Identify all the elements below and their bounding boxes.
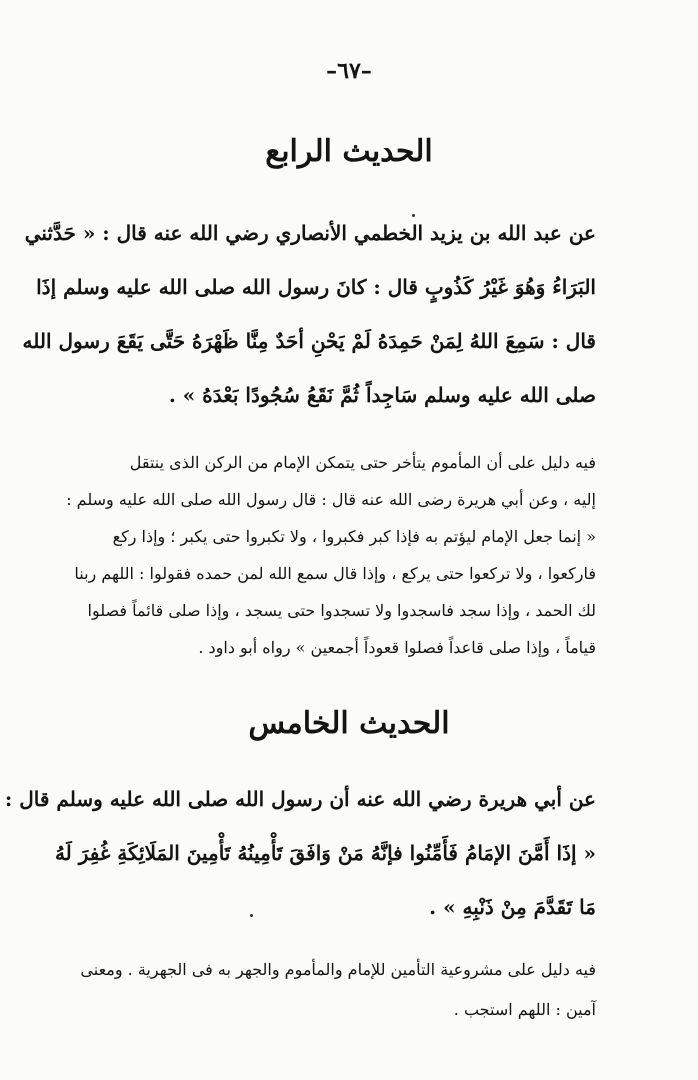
hadith-line: عن عبد الله بن يزيد الخطمي الأنصاري رضي الله عنه قال : « حَدَّثني	[24, 221, 596, 245]
section-5-commentary	[80, 950, 596, 1030]
hadith-line: « إذَا أَمَّنَ الإمَامُ فَأَمِّنُوا فإنَّهُ مَنْ وَافَقَ تَأْمِينُهُ تَأْمِينَ المَلَائِكَةِ غُفِرَ لَهُ	[54, 841, 596, 865]
commentary-line: فيه دليل على أن المأموم يتأخر حتى يتمكن الإمام من الركن الذى ينتقل	[129, 453, 596, 472]
ink-speck	[250, 914, 253, 917]
commentary-line: قياماً ، وإذا صلى قاعداً فصلوا قعوداً أجمعين » رواه أبو داود .	[198, 638, 596, 657]
section-4-hadith	[22, 206, 596, 422]
section-4-title: الحديث الرابع	[265, 134, 433, 169]
commentary-line: آمين : اللهم استجب .	[453, 1000, 596, 1019]
hadith-line: مَا تَقَدَّمَ مِنْ ذَنْبِهِ » .	[429, 895, 596, 919]
commentary-line: فيه دليل على مشروعية التأمين للإمام والمأموم والجهر به فى الجهرية . ومعنى	[80, 960, 596, 979]
commentary-line: لك الحمد ، وإذا سجد فاسجدوا ولا تسجدوا حتى يسجد ، وإذا صلى قائماً فصلوا	[87, 601, 596, 620]
section-5-title: الحديث الخامس	[248, 706, 450, 741]
commentary-line: إليه ، وعن أبي هريرة رضى الله عنه قال : قال رسول الله صلى الله عليه وسلم :	[66, 490, 596, 509]
commentary-line: فاركعوا ، ولا تركعوا حتى يركع ، وإذا قال سمع الله لمن حمده فقولوا : اللهم ربنا	[74, 564, 596, 583]
section-5-hadith	[4, 772, 596, 934]
ink-speck	[412, 214, 415, 217]
page-number: –٦٧–	[326, 58, 372, 84]
section-4-commentary	[66, 444, 596, 666]
hadith-line: عن أبي هريرة رضي الله عنه أن رسول الله صلى الله عليه وسلم قال :	[4, 787, 596, 811]
hadith-line: قال : سَمِعَ اللهُ لِمَنْ حَمِدَهُ لَمْ يَحْنِ أحَدٌ مِنَّا ظَهْرَهُ حَتَّى يَقَعَ رسول الله	[22, 329, 596, 353]
commentary-line: « إنما جعل الإمام ليؤتم به فإذا كبر فكبروا ، ولا تكبروا حتى يكبر ؛ وإذا ركع	[112, 527, 596, 546]
hadith-line: صلى الله عليه وسلم سَاجِداً ثُمَّ نَقَعُ سُجُودًا بَعْدَهُ » .	[168, 383, 596, 407]
hadith-line: البَرَاءُ وَهُوَ غَيْرُ كَذُوبٍ قال : كانَ رسول الله صلى الله عليه وسلم إذَا	[36, 275, 596, 299]
